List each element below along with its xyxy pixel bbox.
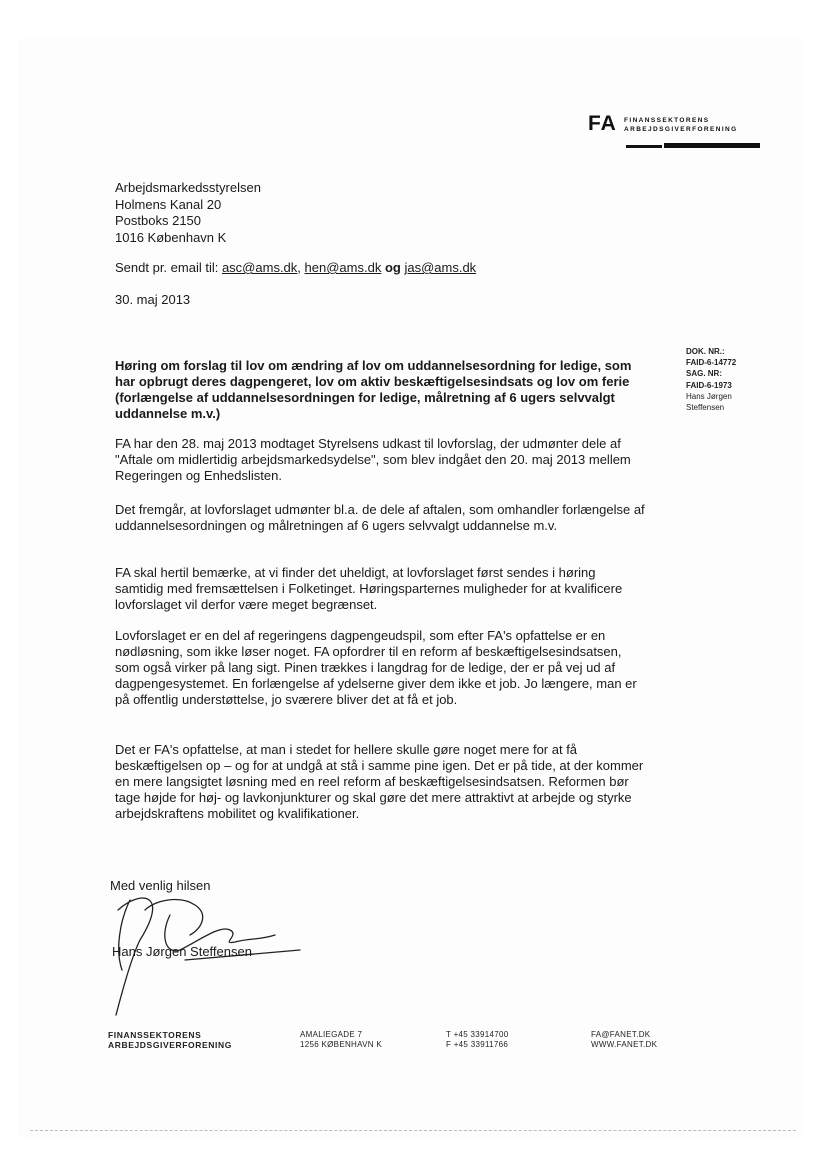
footer-phone [446,1030,509,1050]
logo-line1: FINANSSEKTORENS [624,117,710,124]
contact-name-1: Hans Jørgen [686,391,732,401]
sent-prefix: Sendt pr. email til: [115,260,219,275]
paragraph: Det fremgår, at lovforslaget udmønter bl.a. de dele af aftalen, som omhandler forlængelse af uddannelsesordningen og målretningen af 6 ugers selvvalgt uddannelse m.v. [115,502,645,533]
footer-telephone: T +45 33914700 [446,1030,509,1039]
footer-org-line2: ARBEJDSGIVERFORENING [108,1040,232,1050]
footer-web [591,1030,657,1050]
sent-by-email [115,260,476,275]
closing: Med venlig hilsen [110,878,211,893]
sag-label: SAG. NR: [686,369,722,379]
email-link-asc[interactable]: asc@ams.dk [221,260,298,275]
dok-label: DOK. NR.: [686,347,725,356]
logo-line2: ARBEJDSGIVERFORENING [624,125,738,133]
footer-website[interactable]: WWW.FANET.DK [591,1040,658,1049]
footer-organisation [108,1030,232,1050]
address-line: Holmens Kanal 20 [115,196,222,212]
footer-email[interactable]: FA@FANET.DK [591,1030,651,1039]
reference-block [686,346,736,413]
paragraph: Det er FA's opfattelse, at man i stedet for hellere skulle gøre noget mere for at få beskæftigelsen op – og for at undgå at stå i samme pine igen. Det er på tide, at der kommer en mere langsigtet løsning med en reel reform af beskæftigelsesindsatsen. Reformen bør tage højde for høj- og lavkonjunkturer og skal gøre det mere attraktivt at arbejde og styrke arbejdskraftens mobilitet og kvalifikationer. [115,742,644,821]
fa-logo [588,112,760,154]
address-line: Postboks 2150 [115,213,202,228]
address-line: 1016 København K [115,229,227,245]
scan-edge-line [30,1130,796,1131]
footer-address [300,1030,382,1050]
letter-subject: Høring om forslag til lov om ændring af lov om uddannelsesordning for ledige, som har opbrugt deres dagpengeret, lov om aktiv beskæftigelsesindsats og lov om ferie (forlængelse af uddannelsesordningen for ledige, målretning af 6 ugers selvvalgt uddannelse m.v.) [115,358,632,421]
logo-bar-long [664,143,760,148]
footer-fax: F +45 33911766 [446,1040,509,1049]
paragraph: Lovforslaget er en del af regeringens dagpengeudspil, som efter FA's opfattelse er en nødløsning, som ikke løser noget. FA opfordrer til en reform af beskæftigelsesindsatsen, som også virker på lang sigt. Pinen trækkes i langdrag for de ledige, der er på vej ud af dagpengesystemet. En forlængelse af ydelserne giver dem ikke et job. Jo længere, man er på offentlig understøttelse, jo sværere bliver det at få et job. [115,628,637,707]
footer-org-line1: FINANSSEKTORENS [108,1030,202,1040]
footer-street: AMALIEGADE 7 [300,1030,363,1039]
logo-text [624,117,738,134]
email-link-jas[interactable]: jas@ams.dk [404,260,477,275]
address-line: Arbejdsmarkedsstyrelsen [115,180,261,195]
letter-date: 30. maj 2013 [115,292,191,307]
signer-name: Hans Jørgen Steffensen [112,944,252,959]
paragraph: FA skal hertil bemærke, at vi finder det uheldigt, at lovforslaget først sendes i høring samtidig med fremsættelsen i Folketinget. Høringsparternes muligheder for at kvalificere lovforslaget vil derfor være meget begrænset. [115,565,623,612]
logo-bar-short [626,145,662,148]
footer-city: 1256 KØBENHAVN K [300,1040,383,1049]
recipient-address [115,180,261,246]
sag-value: FAID-6-1973 [686,380,732,390]
contact-name-2: Steffensen [686,403,725,413]
email-link-hen[interactable]: hen@ams.dk [304,260,382,275]
paragraph: FA har den 28. maj 2013 modtaget Styrelsens udkast til lovforslag, der udmønter dele af "Aftale om midlertidig arbejdsmarkedsydelse", som blev indgået den 20. maj 2013 mellem Regeringen og Enhedslisten. [115,436,631,483]
separator: og [384,260,401,275]
dok-value: FAID-6-14772 [686,358,737,368]
separator: , [297,260,301,275]
logo-mark: FA [588,112,617,135]
